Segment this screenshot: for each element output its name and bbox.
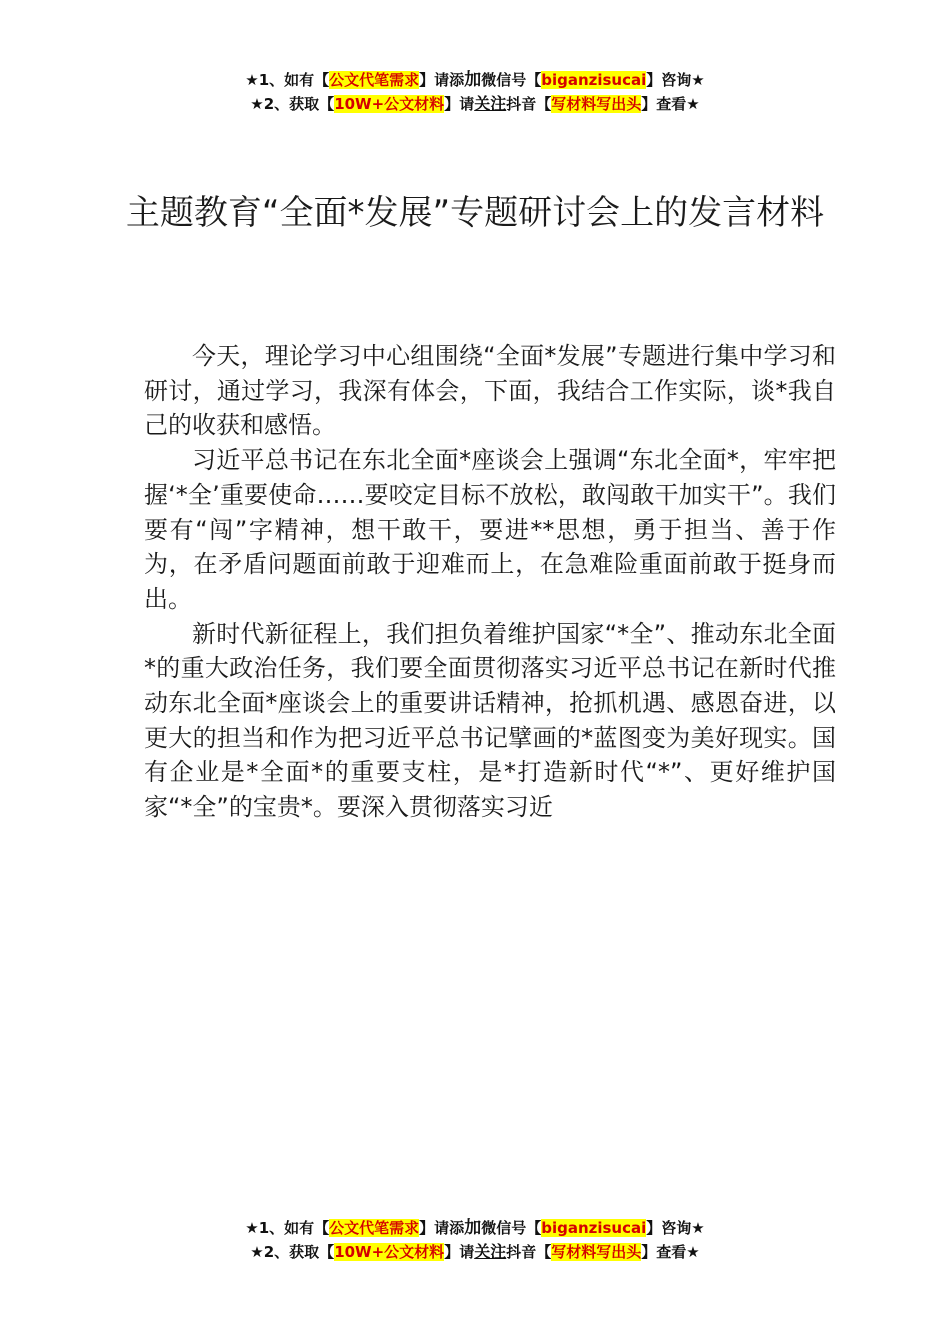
banner-highlight: 10W+公文材料: [334, 1243, 445, 1261]
banner-emphasis: 加: [464, 70, 482, 90]
banner-text: 微信号【: [481, 1219, 542, 1237]
footer-banner: [0, 1216, 950, 1264]
banner-text: ★1、如有【: [245, 71, 330, 89]
banner-text: 】咨询★: [646, 71, 705, 89]
banner-line-2: [0, 92, 950, 116]
banner-line-1: [0, 1216, 950, 1240]
banner-text: 微信号【: [481, 71, 542, 89]
banner-text: 】查看★: [641, 95, 700, 113]
banner-highlight: 公文代笔需求: [329, 1219, 420, 1237]
banner-highlight: biganzisucai: [541, 1219, 647, 1237]
document-body: [144, 339, 836, 825]
banner-highlight: 公文代笔需求: [329, 71, 420, 89]
paragraph: 今天，理论学习中心组围绕“全面*发展”专题进行集中学习和研讨，通过学习，我深有体会，下面，我结合工作实际，谈*我自己的收获和感悟。: [144, 342, 836, 440]
header-banner: [0, 68, 950, 116]
document-title: 主题教育“全面*发展”专题研讨会上的发言材料: [125, 193, 825, 233]
paragraph: 新时代新征程上，我们担负着维护国家“*全”、推动东北全面*的重大政治任务，我们要全面贯彻落实习近平总书记在新时代推动东北全面*座谈会上的重要讲话精神，抢抓机遇、感恩奋进，以更大的担当和作为把习近平总书记擘画的*蓝图变为美好现实。国有企业是*全面*的重要支柱，是*打造新时代“*”、更好维护国家“*全”的宝贵*。要深入贯彻落实习近: [144, 619, 836, 822]
banner-highlight: biganzisucai: [541, 71, 647, 89]
banner-line-1: [0, 68, 950, 92]
banner-emphasis: 加: [464, 1218, 482, 1238]
banner-text: ★2、获取【: [250, 1243, 335, 1261]
banner-text: 抖音【: [506, 95, 552, 113]
banner-text: ★2、获取【: [250, 95, 335, 113]
banner-emphasis: 关注: [474, 1242, 507, 1261]
banner-line-2: [0, 1240, 950, 1264]
banner-text: 】请添: [419, 71, 465, 89]
paragraph: 习近平总书记在东北全面*座谈会上强调“东北全面*，牢牢把握‘*全’重要使命……要咬定目标不放松，敢闯敢干加实干”。我们要有“闯”字精神，想干敢干，要进**思想，勇于担当、善于作为，在矛盾问题面前敢于迎难而上，在急难险重面前敢于挺身而出。: [144, 446, 836, 613]
banner-text: 】请: [444, 1243, 475, 1261]
banner-text: 】查看★: [641, 1243, 700, 1261]
banner-text: 抖音【: [506, 1243, 552, 1261]
banner-text: ★1、如有【: [245, 1219, 330, 1237]
banner-highlight: 写材料写出头: [551, 95, 642, 113]
banner-emphasis: 关注: [474, 94, 507, 113]
banner-text: 】咨询★: [646, 1219, 705, 1237]
banner-text: 】请: [444, 95, 475, 113]
banner-highlight: 10W+公文材料: [334, 95, 445, 113]
banner-text: 】请添: [419, 1219, 465, 1237]
banner-highlight: 写材料写出头: [551, 1243, 642, 1261]
